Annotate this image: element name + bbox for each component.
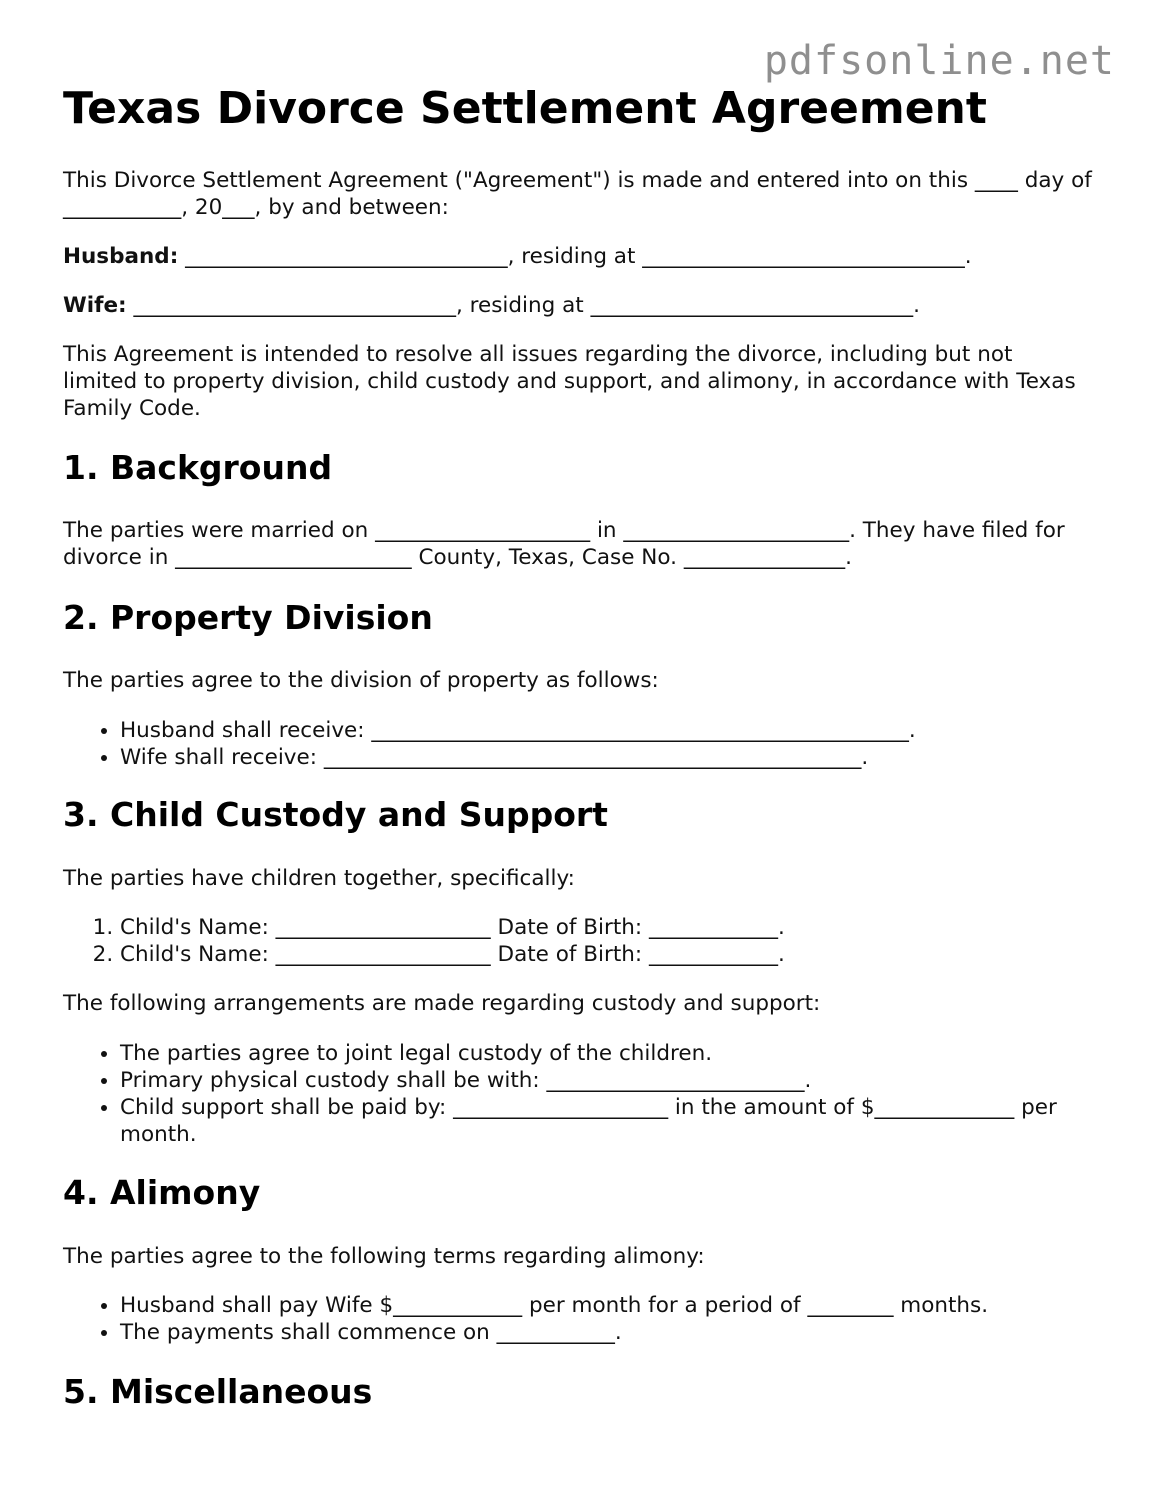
list-item: • The payments shall commence on ___________. — [120, 1319, 1100, 1346]
list-item: • Husband shall receive: __________________________________________________. — [120, 717, 1100, 744]
list-item: • Primary physical custody shall be with: ________________________. — [120, 1067, 1100, 1094]
arrangements-list — [63, 1040, 1100, 1148]
custody-paragraph: The parties have children together, specifically: — [63, 866, 575, 891]
section-heading-background: 1. Background — [63, 448, 333, 487]
children-list — [63, 914, 1100, 968]
list-item: • Husband shall pay Wife $____________ per month for a period of ________ months. — [120, 1292, 1100, 1319]
alimony-list — [63, 1292, 1100, 1346]
list-item: • The parties agree to joint legal custody of the children. — [120, 1040, 1100, 1067]
arrangements-paragraph: The following arrangements are made regarding custody and support: — [63, 991, 821, 1016]
wife-fill-line: ______________________________, residing at ______________________________. — [126, 293, 920, 318]
property-list — [63, 717, 1100, 771]
list-item: 2. Child's Name: ____________________ Date of Birth: ____________. — [120, 941, 1100, 968]
husband-line — [63, 243, 1093, 270]
document-title: Texas Divorce Settlement Agreement — [63, 83, 987, 134]
watermark-text: pdfsonline.net — [763, 38, 1115, 84]
list-item: • Child support shall be paid by: ____________________ in the amount of $_____________ per month. — [120, 1094, 1100, 1148]
section-heading-custody: 3. Child Custody and Support — [63, 795, 608, 834]
purpose-paragraph: This Agreement is intended to resolve all issues regarding the divorce, including but not limited to property division, child custody and support, and alimony, in accordance with Texas Family Code. — [63, 342, 1076, 421]
background-paragraph: The parties were married on ____________________ in _____________________. They have filed for divorce in ______________________ County, Texas, Case No. _______________. — [63, 518, 1065, 570]
list-item: • Wife shall receive: __________________________________________________. — [120, 744, 1100, 771]
alimony-paragraph: The parties agree to the following terms regarding alimony: — [63, 1244, 705, 1269]
section-heading-alimony: 4. Alimony — [63, 1173, 261, 1212]
wife-label: Wife: — [63, 293, 127, 318]
intro-paragraph: This Divorce Settlement Agreement ("Agreement") is made and entered into on this ____ day of ___________, 20___, by and between: — [63, 168, 1092, 220]
section-heading-property: 2. Property Division — [63, 598, 433, 637]
husband-label: Husband: — [63, 244, 179, 269]
section-heading-misc: 5. Miscellaneous — [63, 1372, 373, 1411]
husband-fill-line: ______________________________, residing at ______________________________. — [178, 244, 972, 269]
wife-line — [63, 292, 1093, 319]
property-paragraph: The parties agree to the division of property as follows: — [63, 668, 659, 693]
list-item: 1. Child's Name: ____________________ Date of Birth: ____________. — [120, 914, 1100, 941]
